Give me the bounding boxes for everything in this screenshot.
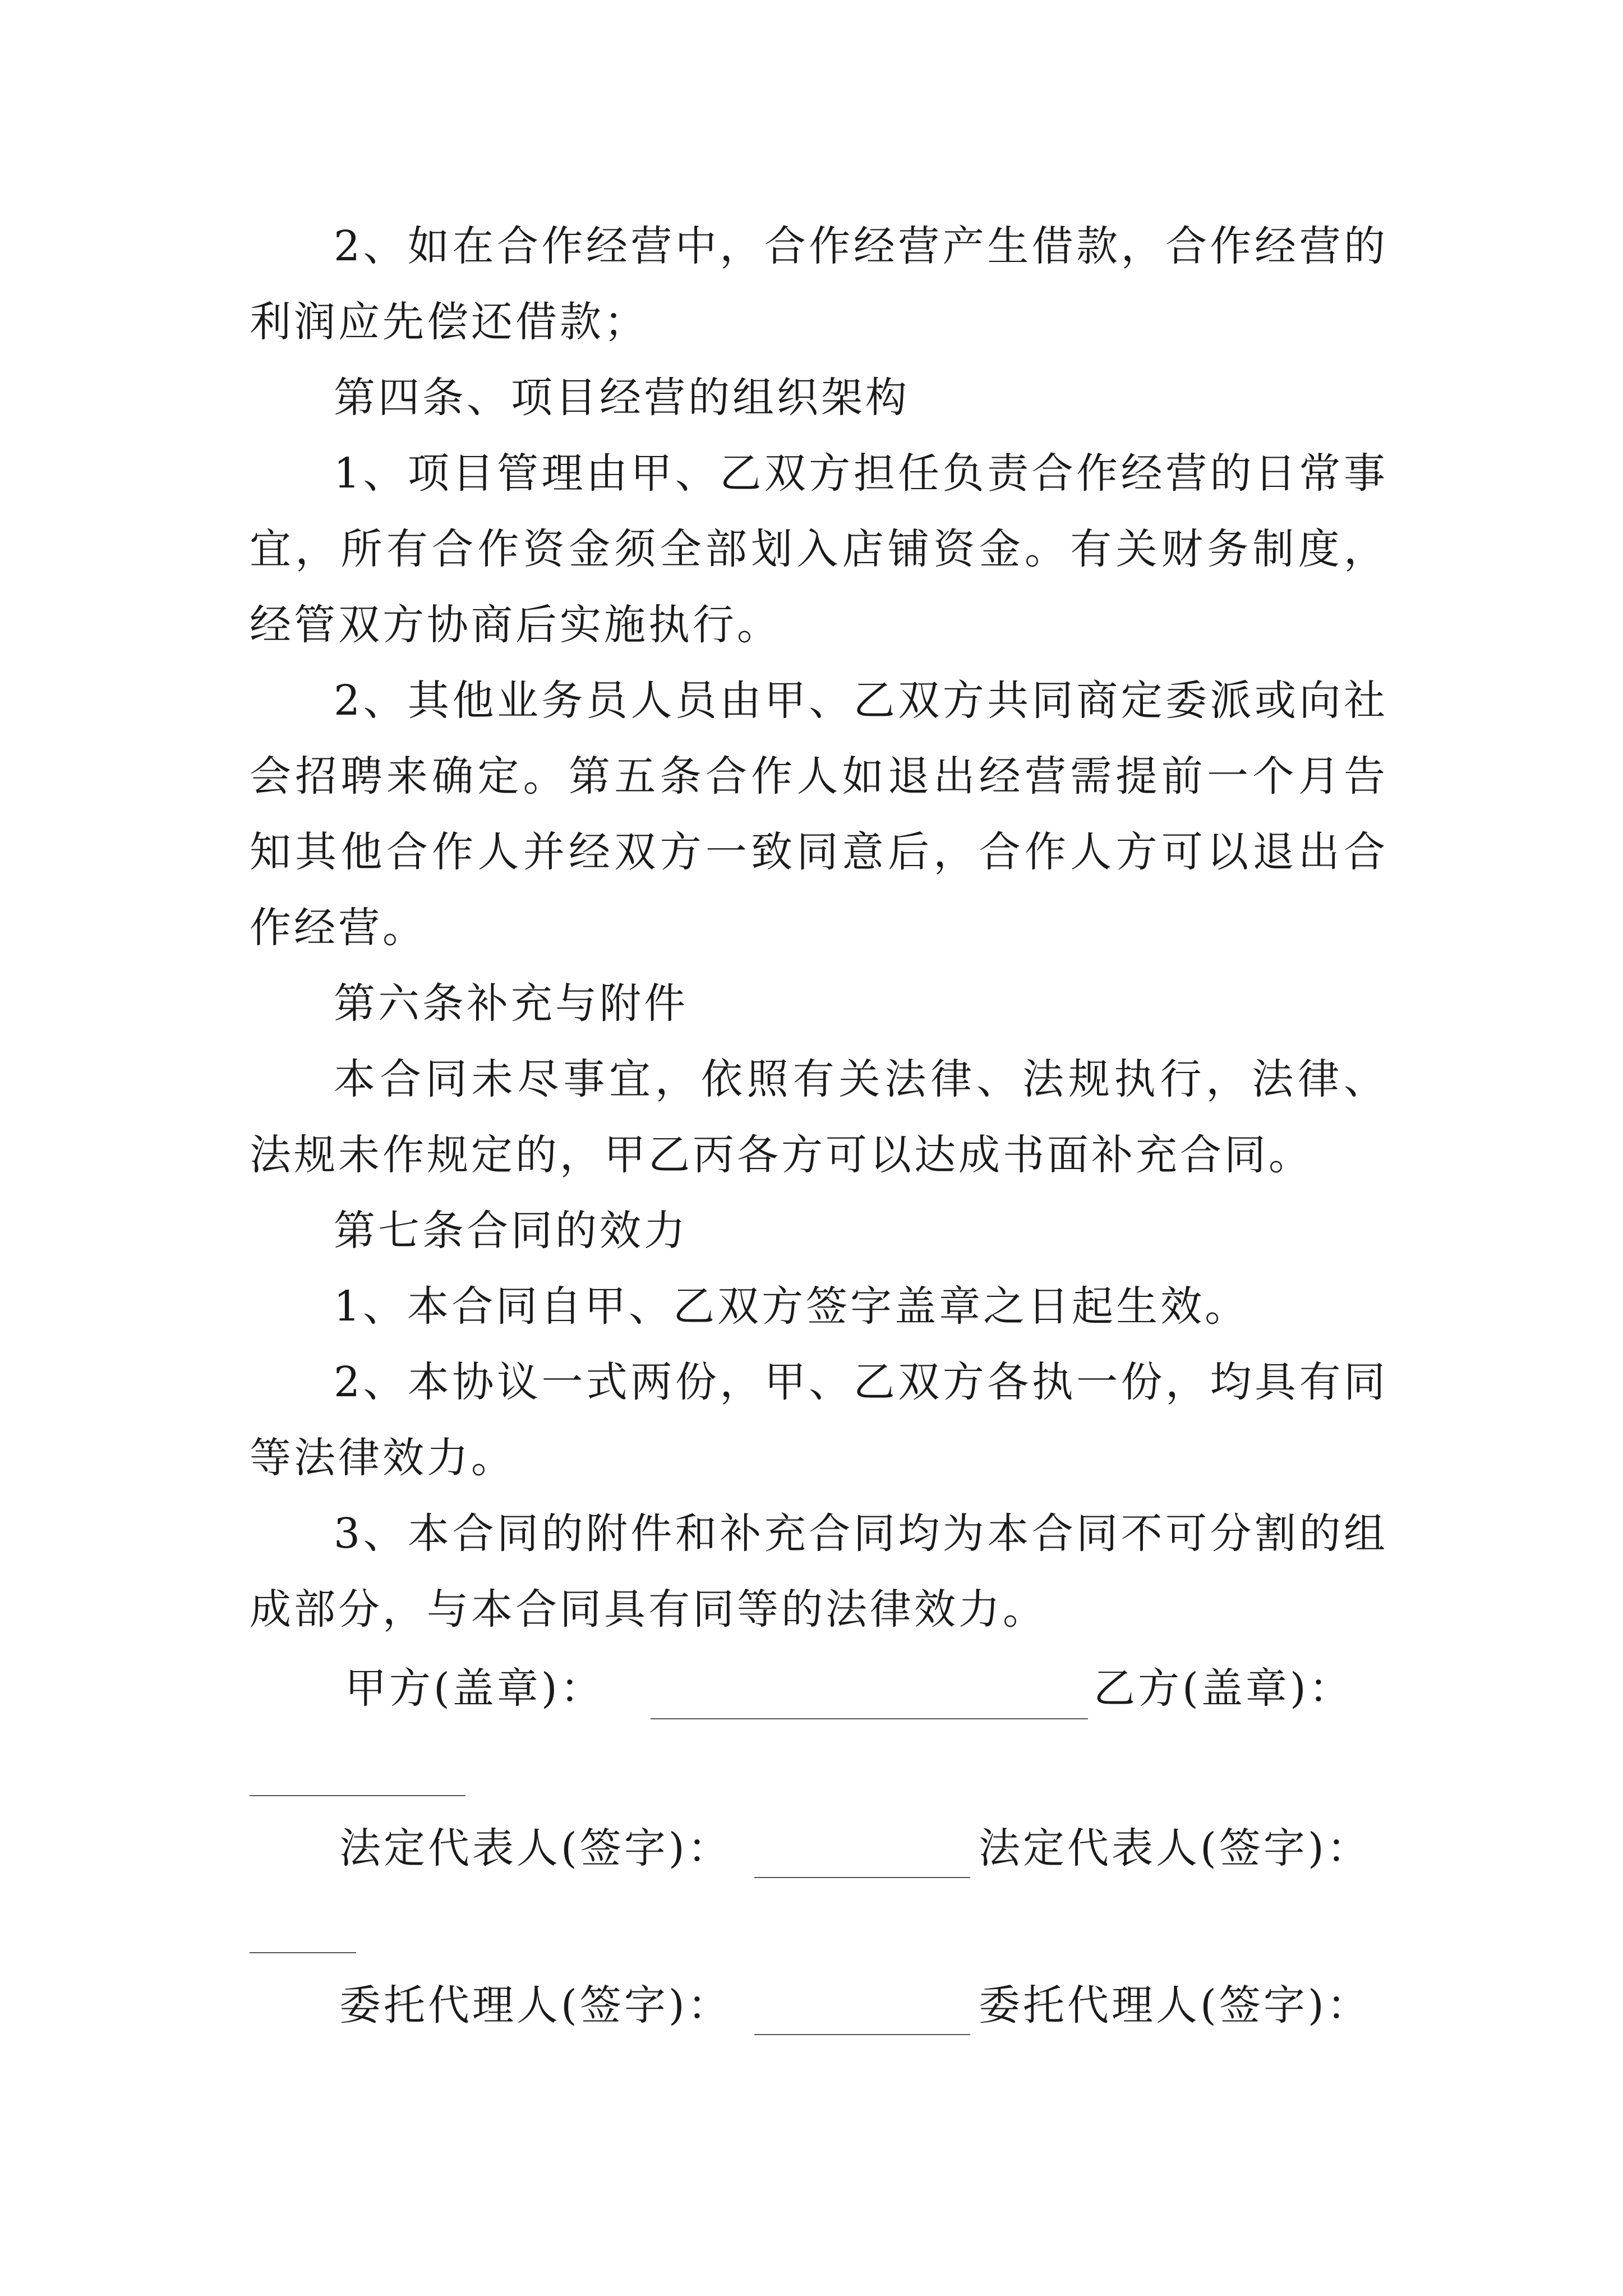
agent-a-blank xyxy=(754,2034,970,2035)
party-b-seal-label: 乙方(盖章)： xyxy=(1094,1664,1353,1713)
paragraph-loan-repayment: 2、如在合作经营中，合作经营产生借款，合作经营的利润应先偿还借款； xyxy=(250,222,1388,346)
paragraph-annex: 3、本合同的附件和补充合同均为本合同不可分割的组成部分，与本合同具有同等的法律效力。 xyxy=(250,1510,1388,1634)
paragraph-effective-date: 1、本合同自甲、乙双方签字盖章之日起生效。 xyxy=(334,1282,1249,1331)
heading-article-4: 第四条、项目经营的组织架构 xyxy=(334,374,910,422)
agent-a-label: 委托代理人(签字)： xyxy=(339,1981,732,2030)
paragraph-supplement: 本合同未尽事宜，依照有关法律、法规执行，法律、法规未作规定的，甲乙丙各方可以达成书面补充合同。 xyxy=(250,1055,1388,1179)
heading-article-7: 第七条合同的效力 xyxy=(334,1207,688,1255)
agent-b-label: 委托代理人(签字)： xyxy=(979,1981,1371,2030)
paragraph-staff-and-exit: 2、其他业务员人员由甲、乙双方共同商定委派或向社会招聘来确定。第五条合作人如退出经营需提前一个月告知其他合作人并经双方一致同意后，合作人方可以退出合作经营。 xyxy=(250,677,1388,952)
party-b-seal-blank xyxy=(250,1795,465,1796)
heading-article-6: 第六条补充与附件 xyxy=(334,979,688,1028)
legal-rep-b-blank xyxy=(250,1952,356,1953)
legal-rep-a-label: 法定代表人(签字)： xyxy=(339,1824,732,1872)
party-a-seal-blank xyxy=(651,1718,1088,1719)
paragraph-copies: 2、本协议一式两份，甲、乙双方各执一份，均具有同等法律效力。 xyxy=(250,1358,1388,1482)
legal-rep-a-blank xyxy=(754,1877,970,1878)
party-a-seal-label: 甲方(盖章)： xyxy=(345,1664,605,1713)
paragraph-project-management: 1、项目管理由甲、乙双方担任负责合作经营的日常事宜，所有合作资金须全部划入店铺资金。有关财务制度，经管双方协商后实施执行。 xyxy=(250,449,1388,649)
legal-rep-b-label: 法定代表人(签字)： xyxy=(979,1824,1371,1872)
